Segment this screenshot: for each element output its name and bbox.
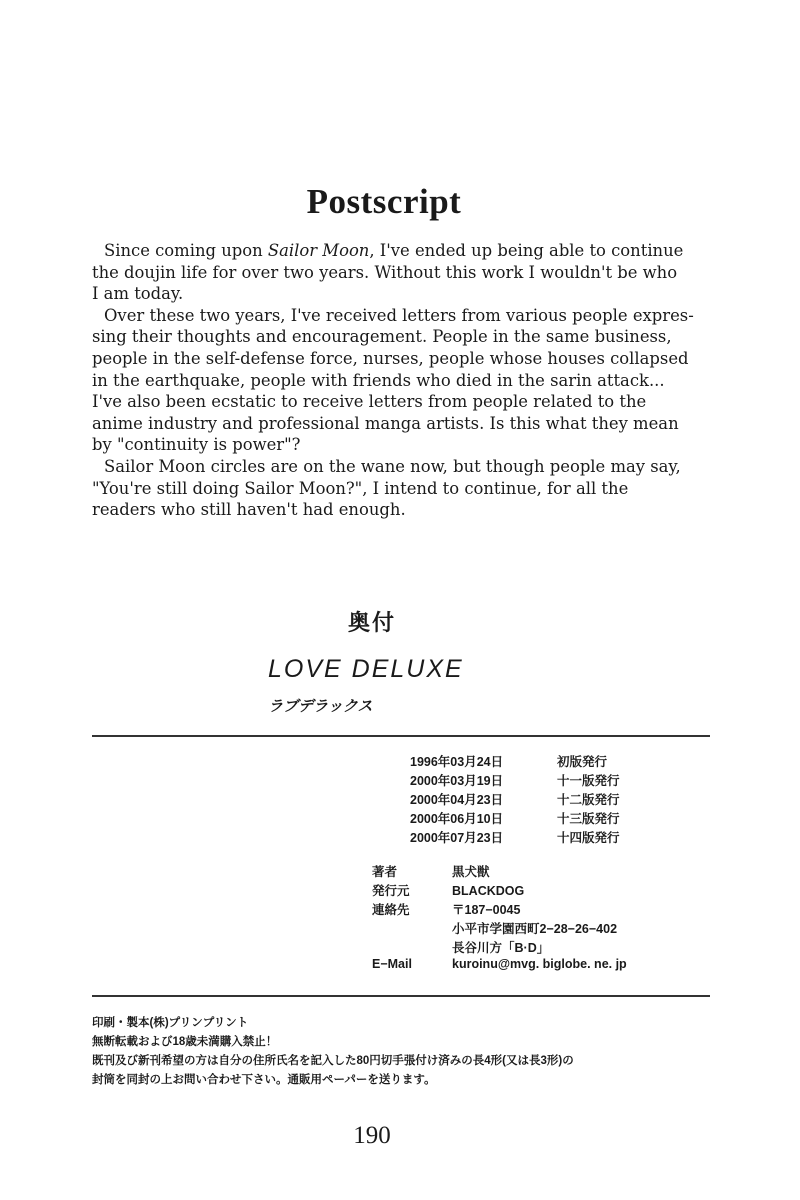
credit-label: E−Mail bbox=[372, 957, 412, 971]
credit-value: 小平市学園西町2−28−26−402 bbox=[452, 922, 618, 936]
text-run: Since coming upon bbox=[104, 241, 268, 260]
credits bbox=[372, 862, 627, 976]
edition-row bbox=[410, 809, 620, 828]
paragraph-line: Over these two years, I've received letters from various people expres- bbox=[104, 305, 694, 325]
edition-row bbox=[410, 752, 620, 771]
postscript-body bbox=[92, 240, 732, 521]
book-title-kana: ラブデラックス bbox=[268, 698, 373, 715]
paragraph-line: by "continuity is power"? bbox=[92, 435, 301, 455]
italic-title: Sailor Moon bbox=[267, 241, 370, 260]
edition-history bbox=[410, 752, 620, 847]
page-title: Postscript bbox=[306, 182, 462, 221]
paragraph-line: people in the self-defense force, nurses, people whose houses collapsed bbox=[92, 348, 689, 368]
credit-row bbox=[372, 938, 627, 957]
paragraph-line: the doujin life for over two years. Without this work I wouldn't be who bbox=[92, 262, 678, 282]
edition-date: 2000年04月23日 bbox=[410, 793, 504, 807]
edition-row bbox=[410, 771, 620, 790]
paragraph-line: in the earthquake, people with friends who died in the sarin attack... bbox=[92, 370, 665, 390]
divider bbox=[92, 995, 710, 997]
credit-row bbox=[372, 900, 627, 919]
edition-date: 2000年03月19日 bbox=[410, 774, 504, 788]
edition-date: 2000年06月10日 bbox=[410, 812, 504, 826]
credit-value: kuroinu@mvg. biglobe. ne. jp bbox=[452, 957, 627, 971]
edition-label: 十二版発行 bbox=[557, 793, 620, 807]
text-run: , I've ended up being able to continue bbox=[369, 241, 684, 260]
edition-date: 1996年03月24日 bbox=[410, 755, 504, 769]
credit-label: 連絡先 bbox=[372, 903, 410, 917]
divider bbox=[92, 735, 710, 737]
edition-row bbox=[410, 828, 620, 847]
credit-row bbox=[372, 957, 627, 976]
edition-row bbox=[410, 790, 620, 809]
paragraph-line: "You're still doing Sailor Moon?", I intend to continue, for all the bbox=[92, 478, 629, 498]
paragraph-line: sing their thoughts and encouragement. People in the same business, bbox=[92, 327, 672, 347]
note-line: 封筒を同封の上お問い合わせ下さい。通販用ペーパーを送ります。 bbox=[92, 1074, 436, 1086]
paragraph-line: Sailor Moon circles are on the wane now, but though people may say, bbox=[104, 456, 681, 476]
credit-value: 〒187−0045 bbox=[452, 903, 521, 917]
credit-label: 発行元 bbox=[372, 884, 410, 898]
paragraph-line: readers who still haven't had enough. bbox=[92, 500, 406, 520]
edition-label: 十一版発行 bbox=[557, 774, 620, 788]
book-title: LOVE DELUXE bbox=[268, 655, 464, 683]
paragraph-line: I've also been ecstatic to receive letters from people related to the bbox=[92, 392, 647, 412]
paragraph-line bbox=[92, 240, 732, 262]
credit-value: 長谷川方「B·D」 bbox=[452, 941, 550, 955]
edition-label: 十四版発行 bbox=[557, 831, 620, 845]
credit-row bbox=[372, 862, 627, 881]
note-line: 既刊及び新刊希望の方は自分の住所氏名を記入した80円切手張付け済みの長4形(又は長3形)の bbox=[92, 1055, 574, 1067]
edition-label: 十三版発行 bbox=[557, 812, 620, 826]
colophon-heading: 奥付 bbox=[348, 610, 397, 635]
credit-row bbox=[372, 881, 627, 900]
publisher-notes bbox=[92, 1014, 574, 1090]
credit-value: BLACKDOG bbox=[452, 884, 525, 898]
page-number: 190 bbox=[353, 1122, 391, 1149]
paragraph-line: anime industry and professional manga artists. Is this what they mean bbox=[92, 413, 679, 433]
paragraph-line: I am today. bbox=[92, 284, 184, 304]
credit-row bbox=[372, 919, 627, 938]
edition-label: 初版発行 bbox=[557, 755, 608, 769]
credit-label: 著者 bbox=[372, 865, 398, 879]
credit-value: 黒犬獣 bbox=[452, 865, 490, 879]
edition-date: 2000年07月23日 bbox=[410, 831, 504, 845]
note-line: 印刷・製本(株)プリンプリント bbox=[92, 1017, 249, 1029]
note-line: 無断転載および18歳未満購入禁止！ bbox=[92, 1036, 278, 1048]
